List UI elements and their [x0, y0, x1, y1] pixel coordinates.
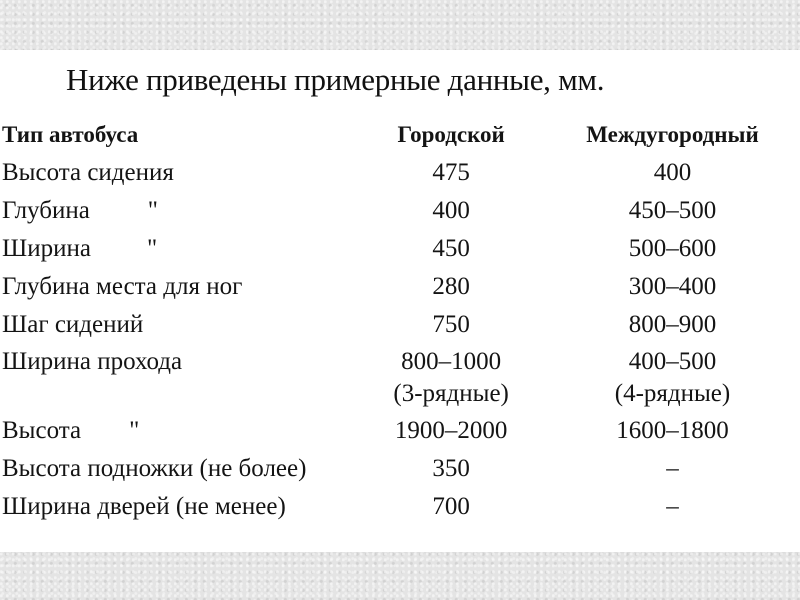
ditto-mark: " — [146, 235, 158, 262]
row-label: Глубина места для ног — [2, 273, 243, 300]
intercity-value: 300–400 — [628, 273, 717, 300]
row-label: Ширина — [2, 235, 91, 262]
city-value: 750 — [432, 311, 470, 338]
city-value-note: (3-рядные) — [393, 380, 509, 407]
intercity-value: 1600–1800 — [616, 417, 729, 444]
table-row — [0, 306, 800, 344]
intercity-value: – — [666, 493, 679, 520]
row-label: Ширина дверей (не менее) — [2, 493, 286, 520]
city-value-cell — [387, 344, 515, 412]
row-label: Шаг сидений — [2, 311, 144, 338]
table-row — [0, 154, 800, 192]
row-label: Высота — [2, 417, 82, 444]
intercity-value: 400 — [653, 159, 692, 186]
city-value: 280 — [432, 273, 470, 300]
table-row — [0, 268, 800, 306]
city-value: 1900–2000 — [394, 417, 508, 444]
intercity-value-note: (4-рядные) — [614, 380, 731, 407]
table-row — [0, 450, 800, 488]
intercity-value-cell — [515, 344, 800, 412]
header-bus-type: Тип автобуса — [2, 122, 139, 147]
intercity-value: 450–500 — [628, 197, 717, 224]
row-label-cell — [0, 412, 387, 450]
table-row — [0, 488, 800, 526]
header-city: Городской — [397, 122, 505, 147]
intercity-value: – — [666, 455, 679, 482]
city-value: 475 — [432, 159, 470, 186]
table-row — [0, 412, 800, 450]
city-value: 400 — [432, 197, 470, 224]
row-label: Высота подножки (не более) — [2, 455, 307, 482]
row-label-cell — [0, 154, 387, 192]
intercity-value: 400–500 — [628, 348, 717, 375]
city-value: 700 — [432, 493, 470, 520]
ditto-mark: " — [129, 417, 140, 444]
row-label-cell — [0, 192, 387, 230]
row-label-cell — [0, 344, 387, 412]
city-value: 350 — [432, 455, 470, 482]
row-label-cell — [0, 450, 387, 488]
row-label: Высота сидения — [2, 159, 174, 186]
intercity-value: 800–900 — [628, 311, 717, 338]
table-header-row — [0, 116, 800, 154]
row-label: Глубина — [2, 197, 90, 224]
row-label-cell — [0, 306, 387, 344]
row-label-cell — [0, 268, 387, 306]
table-row — [0, 192, 800, 230]
table-row — [0, 344, 800, 412]
row-label: Ширина прохода — [2, 348, 183, 375]
table-row — [0, 230, 800, 268]
row-label-cell — [0, 230, 387, 268]
city-value: 800–1000 — [401, 348, 502, 375]
row-label-cell — [0, 488, 387, 526]
city-value: 450 — [432, 235, 470, 262]
document-page — [0, 50, 800, 552]
intercity-value: 500–600 — [628, 235, 717, 262]
bus-seat-dimensions-table — [0, 116, 800, 526]
ditto-mark: " — [147, 197, 159, 224]
header-intercity: Междугородный — [586, 122, 759, 147]
caption: Ниже приведены примерные данные, мм. — [66, 62, 605, 97]
